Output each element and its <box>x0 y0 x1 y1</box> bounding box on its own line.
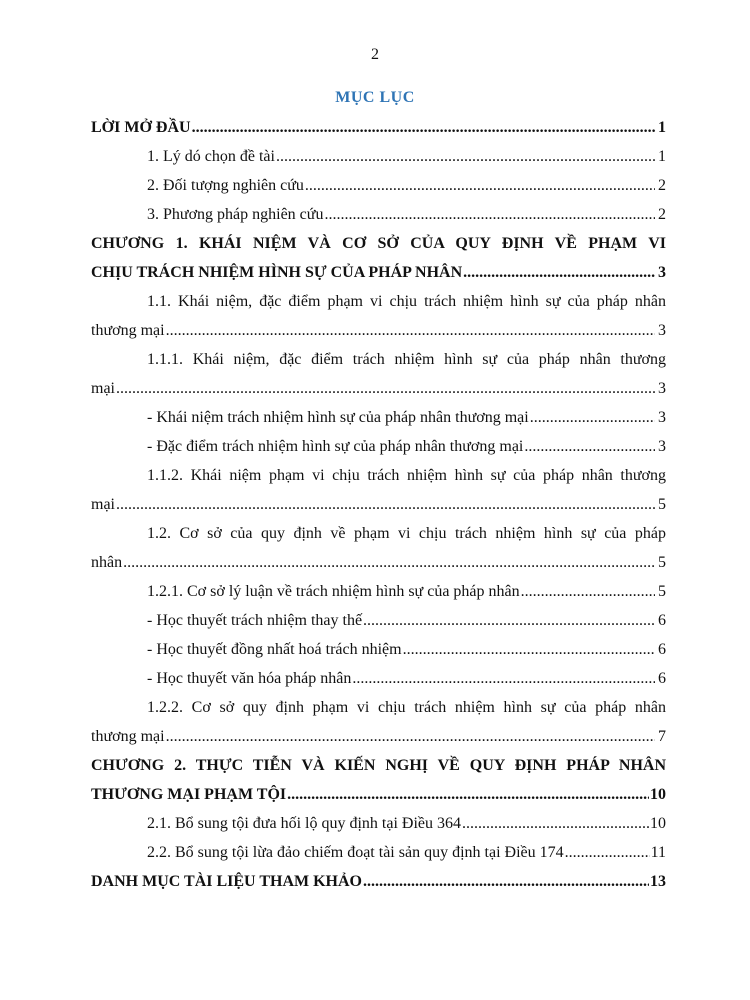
toc-entry-intro[interactable] <box>91 113 666 142</box>
toc-entry-page: 3 <box>658 322 666 339</box>
toc-entry-text-line2: mại <box>91 496 115 513</box>
dot-leader <box>287 780 649 809</box>
toc-entry-text: 1. Lý dó chọn đề tài <box>147 148 275 165</box>
toc-entry-text: - Khái niệm trách nhiệm hình sự của pháp nhân thương mại <box>147 409 529 426</box>
toc-entry-page: 10 <box>650 786 666 803</box>
dot-leader <box>521 577 655 606</box>
toc-entry-2-1[interactable] <box>91 809 666 838</box>
toc-entry-text-line2: mại <box>91 380 115 397</box>
toc-entry-concept[interactable] <box>91 403 666 432</box>
toc-entry-text: 2.1. Bổ sung tội đưa hối lộ quy định tại Điều 364 <box>147 815 461 832</box>
toc-entry-text-line1: 1.2.2. Cơ sở quy định phạm vi chịu trách nhiệm hình sự của pháp nhân <box>147 699 666 716</box>
toc-entry-characteristics[interactable] <box>91 432 666 461</box>
dot-leader <box>403 635 655 664</box>
toc-entry-page: 1 <box>658 148 666 165</box>
toc-entry-1-1-2[interactable] <box>91 461 666 519</box>
toc-entry-1-1[interactable] <box>91 287 666 345</box>
toc-entry-page: 2 <box>658 177 666 194</box>
toc-entry-text-line2: nhân <box>91 554 123 571</box>
dot-leader <box>524 432 655 461</box>
toc-entry-page: 6 <box>658 670 666 687</box>
toc-entry-text: 1.2.1. Cơ sở lý luận về trách nhiệm hình sự của pháp nhân <box>147 583 520 600</box>
toc-entry-page: 3 <box>658 264 666 281</box>
toc-entry-page: 13 <box>650 873 666 890</box>
toc-entry-text: DANH MỤC TÀI LIỆU THAM KHẢO <box>91 873 362 890</box>
toc-entry-page: 3 <box>658 438 666 455</box>
toc-entry-2-2[interactable] <box>91 838 666 867</box>
toc-entry-identification-theory[interactable] <box>91 635 666 664</box>
toc-entry-text: - Học thuyết văn hóa pháp nhân <box>147 670 352 687</box>
dot-leader <box>324 200 655 229</box>
toc-title: MỤC LỤC <box>335 89 415 106</box>
toc-entry-method[interactable] <box>91 200 666 229</box>
dot-leader <box>166 316 655 345</box>
toc-entry-page: 10 <box>650 815 666 832</box>
toc-entry-text-line1: CHƯƠNG 2. THỰC TIỄN VÀ KIẾN NGHỊ VỀ QUY ĐỊNH PHÁP NHÂN <box>91 757 666 774</box>
toc-entry-page: 6 <box>658 641 666 658</box>
toc-entry-page: 5 <box>658 583 666 600</box>
toc-entry-text-line2: THƯƠNG MẠI PHẠM TỘI <box>91 786 287 803</box>
toc-entry-chapter-2[interactable] <box>91 751 666 809</box>
toc-entry-page: 1 <box>658 119 666 136</box>
toc-entry-1-2-1[interactable] <box>91 577 666 606</box>
toc-entry-text: LỜI MỞ ĐẦU <box>91 119 191 136</box>
toc-entry-page: 6 <box>658 612 666 629</box>
dot-leader <box>352 664 655 693</box>
dot-leader <box>305 171 655 200</box>
dot-leader <box>565 838 650 867</box>
toc-entry-text: 2.2. Bổ sung tội lừa đảo chiếm đoạt tài sản quy định tại Điều 174 <box>147 844 564 861</box>
toc-entry-text-line1: 1.2. Cơ sở của quy định về phạm vi chịu trách nhiệm hình sự của pháp <box>147 525 666 542</box>
toc-entry-text-line1: 1.1.1. Khái niệm, đặc điểm trách nhiệm hình sự của pháp nhân thương <box>147 351 666 368</box>
page-number: 2 <box>371 46 379 63</box>
toc-entry-text: - Đặc điểm trách nhiệm hình sự của pháp nhân thương mại <box>147 438 524 455</box>
toc-entry-1-2-2[interactable] <box>91 693 666 751</box>
toc-entry-page: 7 <box>658 728 666 745</box>
toc-entry-page: 2 <box>658 206 666 223</box>
toc-entry-reason[interactable] <box>91 142 666 171</box>
dot-leader <box>363 606 655 635</box>
dot-leader <box>192 113 655 142</box>
dot-leader <box>363 867 649 896</box>
toc-entry-page: 5 <box>658 554 666 571</box>
toc-entry-text: - Học thuyết trách nhiệm thay thế <box>147 612 363 629</box>
toc-entry-page: 3 <box>658 409 666 426</box>
toc-entry-text-line2: thương mại <box>91 322 165 339</box>
dot-leader <box>123 548 655 577</box>
toc-entry-page: 11 <box>650 844 666 861</box>
dot-leader <box>116 374 655 403</box>
toc-entry-text-line2: CHỊU TRÁCH NHIỆM HÌNH SỰ CỦA PHÁP NHÂN <box>91 264 463 281</box>
toc-entry-text-line2: thương mại <box>91 728 165 745</box>
dot-leader <box>166 722 655 751</box>
dot-leader <box>116 490 655 519</box>
toc-entry-1-1-1[interactable] <box>91 345 666 403</box>
toc-entry-text: 3. Phương pháp nghiên cứu <box>147 206 324 223</box>
toc-entry-1-2[interactable] <box>91 519 666 577</box>
toc-entry-text-line1: 1.1. Khái niệm, đặc điểm phạm vi chịu trách nhiệm hình sự của pháp nhân <box>147 293 666 310</box>
toc-entry-chapter-1[interactable] <box>91 229 666 287</box>
toc-entry-page: 3 <box>658 380 666 397</box>
toc-entry-page: 5 <box>658 496 666 513</box>
toc-entry-subject[interactable] <box>91 171 666 200</box>
toc-entry-references[interactable] <box>91 867 666 896</box>
toc-list <box>91 113 666 896</box>
toc-entry-vicarious-theory[interactable] <box>91 606 666 635</box>
toc-entry-text: 2. Đối tượng nghiên cứu <box>147 177 304 194</box>
toc-entry-text: - Học thuyết đồng nhất hoá trách nhiệm <box>147 641 402 658</box>
dot-leader <box>463 258 655 287</box>
toc-entry-text-line1: 1.1.2. Khái niệm phạm vi chịu trách nhiệm hình sự của pháp nhân thương <box>147 467 666 484</box>
toc-entry-text-line1: CHƯƠNG 1. KHÁI NIỆM VÀ CƠ SỞ CỦA QUY ĐỊNH VỀ PHẠM VI <box>91 235 666 252</box>
dot-leader <box>462 809 649 838</box>
dot-leader <box>530 403 655 432</box>
dot-leader <box>276 142 655 171</box>
toc-entry-culture-theory[interactable] <box>91 664 666 693</box>
